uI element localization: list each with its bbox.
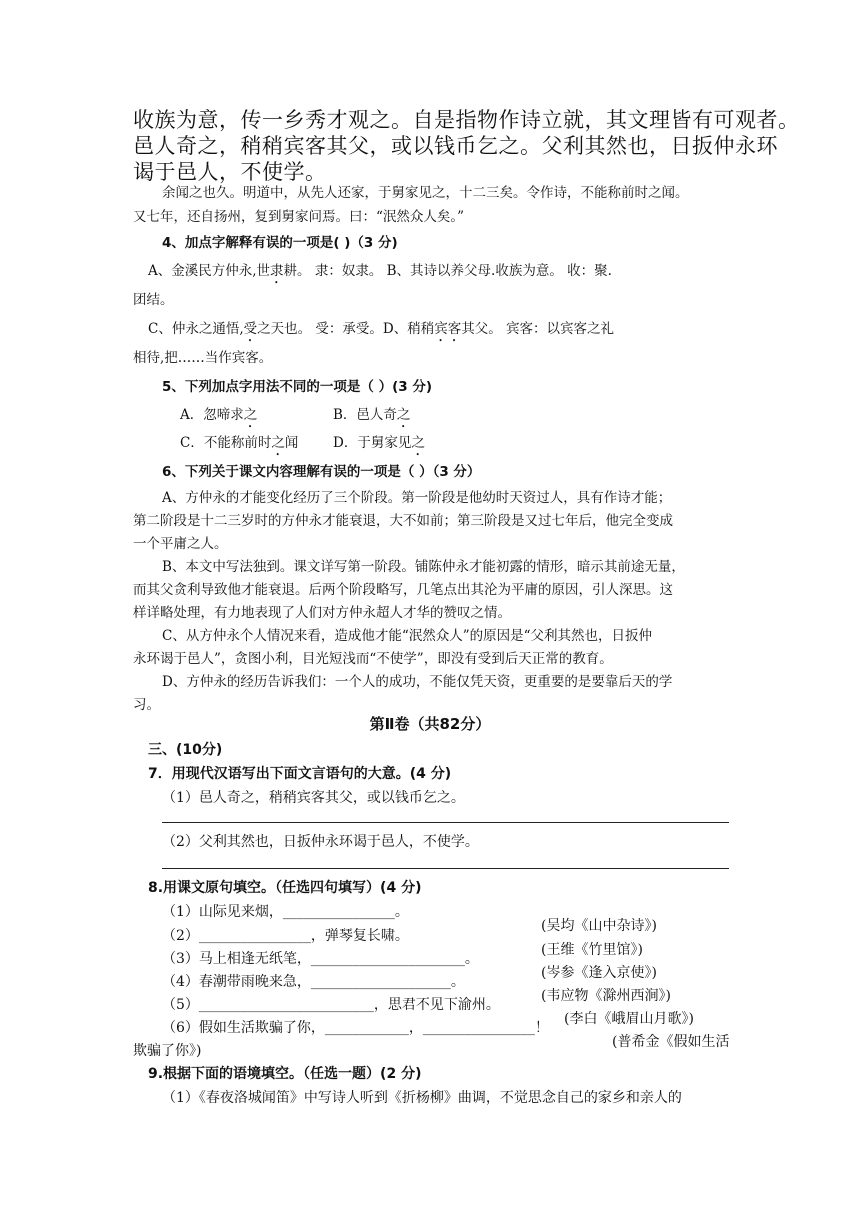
q4-d-dotted-chars: 宾客 [434, 321, 462, 337]
passage-line-2: 邑人奇之，稍稍宾客其父，或以钱币乞之。父利其然也，日扳仲永环 [133, 134, 778, 158]
q8-item-6-source: (普希金《假如生活 [612, 1034, 730, 1050]
q8-item-2-source: (王维《竹里馆》) [541, 942, 643, 958]
passage-para2-line-2: 又七年，还自扬州，复到舅家问焉。曰：“泯然众人矣。” [133, 209, 465, 225]
q5-option-d [333, 431, 425, 459]
q5-c-text-rest: 闻 [284, 435, 299, 451]
q7-stem: 7．用现代汉语写出下面文言语句的大意。(4 分) [148, 766, 452, 782]
q6-d-line-1: D、方仲永的经历告诉我们：一个人的成功，不能仅凭天资，更重要的是要靠后天的学 [162, 674, 673, 690]
q6-a-line-3: 一个平庸之人。 [133, 536, 228, 552]
q8-item-6-source-cont: 欺骗了你》) [133, 1043, 202, 1059]
q4-a-dotted-char: 隶 [270, 263, 284, 279]
passage-para2-line-1: 余闻之也久。明道中，从先人还家，于舅家见之，十二三矣。令作诗，不能称前时之闻。 [162, 185, 689, 201]
q5-b-dotted-char: 之 [396, 407, 411, 423]
q8-item-5-source: (李白《峨眉山月歌》) [564, 1011, 694, 1027]
q8-item-4: （4）春潮带雨晚来急，____________________。 [162, 974, 465, 990]
q4-c-dotted-char: 受 [243, 321, 258, 337]
q4-a-text: A、金溪民方仲永,世 [148, 263, 271, 279]
q4-option-a [148, 259, 612, 287]
q5-c-text: C．不能称前时 [180, 435, 272, 451]
q5-option-a [180, 403, 257, 431]
q8-item-3-source: (岑参《逢入京使》) [541, 965, 657, 981]
section-3-heading: 三、(10分) [148, 742, 223, 758]
q6-c-line-1: C、从方仲永个人情况来看，造成他才能“泯然众人”的原因是“父利其然也，日扳仲 [162, 628, 653, 644]
q8-item-1: （1）山际见来烟，________________。 [162, 904, 409, 920]
part-2-title: 第Ⅱ卷（共82分） [369, 715, 491, 733]
passage-line-1: 收族为意，传一乡秀才观之。自是指物作诗立就，其文理皆有可观者。 [133, 108, 800, 132]
q6-d-line-2: 习。 [133, 697, 160, 713]
q9-sentence-1: （1）《春夜洛城闻笛》中写诗人听到《折杨柳》曲调，不觉思念自己的家乡和亲人的 [162, 1090, 682, 1106]
q8-item-2: （2）________________，弹琴复长啸。 [162, 928, 409, 944]
q9-stem: 9.根据下面的语境填空。（任选一题）(2 分) [148, 1066, 422, 1082]
q5-d-text: D．于舅家见 [333, 435, 412, 451]
q8-item-5: （5）_________________________，思君不见下渝州。 [162, 997, 500, 1013]
q6-a-line-2: 第二阶段是十二三岁时的方仲永才能衰退，大不如前；第三阶段是又过七年后，他完全变成 [133, 513, 673, 529]
q6-stem: 6、下列关于课文内容理解有误的一项是（ ）（3 分） [162, 464, 481, 480]
q6-b-line-3: 样详略处理，有力地表现了人们对方仲永超人才华的赞叹之情。 [133, 605, 511, 621]
q4-option-c-cont: 相待,把……当作宾客。 [133, 350, 273, 366]
q6-a-line-1: A、方仲永的才能变化经历了三个阶段。第一阶段是他幼时天资过人，具有作诗才能； [162, 490, 672, 506]
q5-d-dotted-char: 之 [411, 435, 425, 451]
q5-stem: 5、下列加点字用法不同的一项是（ ）(3 分) [162, 379, 433, 395]
q5-a-text: A．忽啼求 [180, 407, 244, 423]
q7-sentence-1: （1）邑人奇之，稍稍宾客其父，或以钱币乞之。 [162, 790, 465, 806]
q6-c-line-2: 永环谒于邑人”，贪图小利，目光短浅而“不使学”，即没有受到后天正常的教育。 [133, 651, 613, 667]
passage-line-3: 谒于邑人，不使学。 [133, 160, 327, 184]
q8-item-1-source: (吴均《山中杂诗》) [541, 918, 657, 934]
q5-c-dotted-char: 之 [271, 435, 285, 451]
q7-answer-line-2[interactable] [162, 868, 729, 869]
q8-item-6: （6）假如生活欺骗了你，____________，________________！ [162, 1020, 549, 1036]
q7-sentence-2: （2）父利其然也，日扳仲永环谒于邑人，不使学。 [162, 834, 479, 850]
q8-item-4-source: (韦应物《滁州西涧》) [541, 988, 671, 1004]
q6-b-line-2: 而其父贪利导致他才能衰退。后两个阶段略写，几笔点出其沦为平庸的原因，引人深思。这 [133, 582, 673, 598]
q5-option-b [333, 403, 410, 431]
q4-stem: 4、加点字解释有误的一项是( )（3 分) [162, 235, 398, 251]
q5-b-text: B．邑人奇 [333, 407, 397, 423]
q4-d-text-rest: 其父。 宾客：以宾客之礼 [461, 321, 615, 337]
q8-item-3: （3）马上相逢无纸笔，______________________。 [162, 951, 479, 967]
q4-c-text-rest: 之天也。 受：承受。D、稍稍 [257, 321, 435, 337]
q4-c-text: C、仲永之通悟, [148, 321, 244, 337]
q8-stem: 8.用课文原句填空。（任选四句填写）(4 分) [148, 880, 422, 896]
q5-a-dotted-char: 之 [243, 407, 258, 423]
q4-option-c [148, 317, 614, 345]
q7-answer-line-1[interactable] [162, 822, 729, 823]
q4-option-a-cont: 团结。 [133, 292, 174, 308]
q5-option-c [180, 431, 298, 459]
q4-a-text-rest: 耕。 隶：奴隶。 B、其诗以养父母.收族为意。 收：聚. [283, 263, 612, 279]
q6-b-line-1: B、本文中写法独到。课文详写第一阶段。铺陈仲永才能初露的情形，暗示其前途无量， [162, 559, 685, 575]
